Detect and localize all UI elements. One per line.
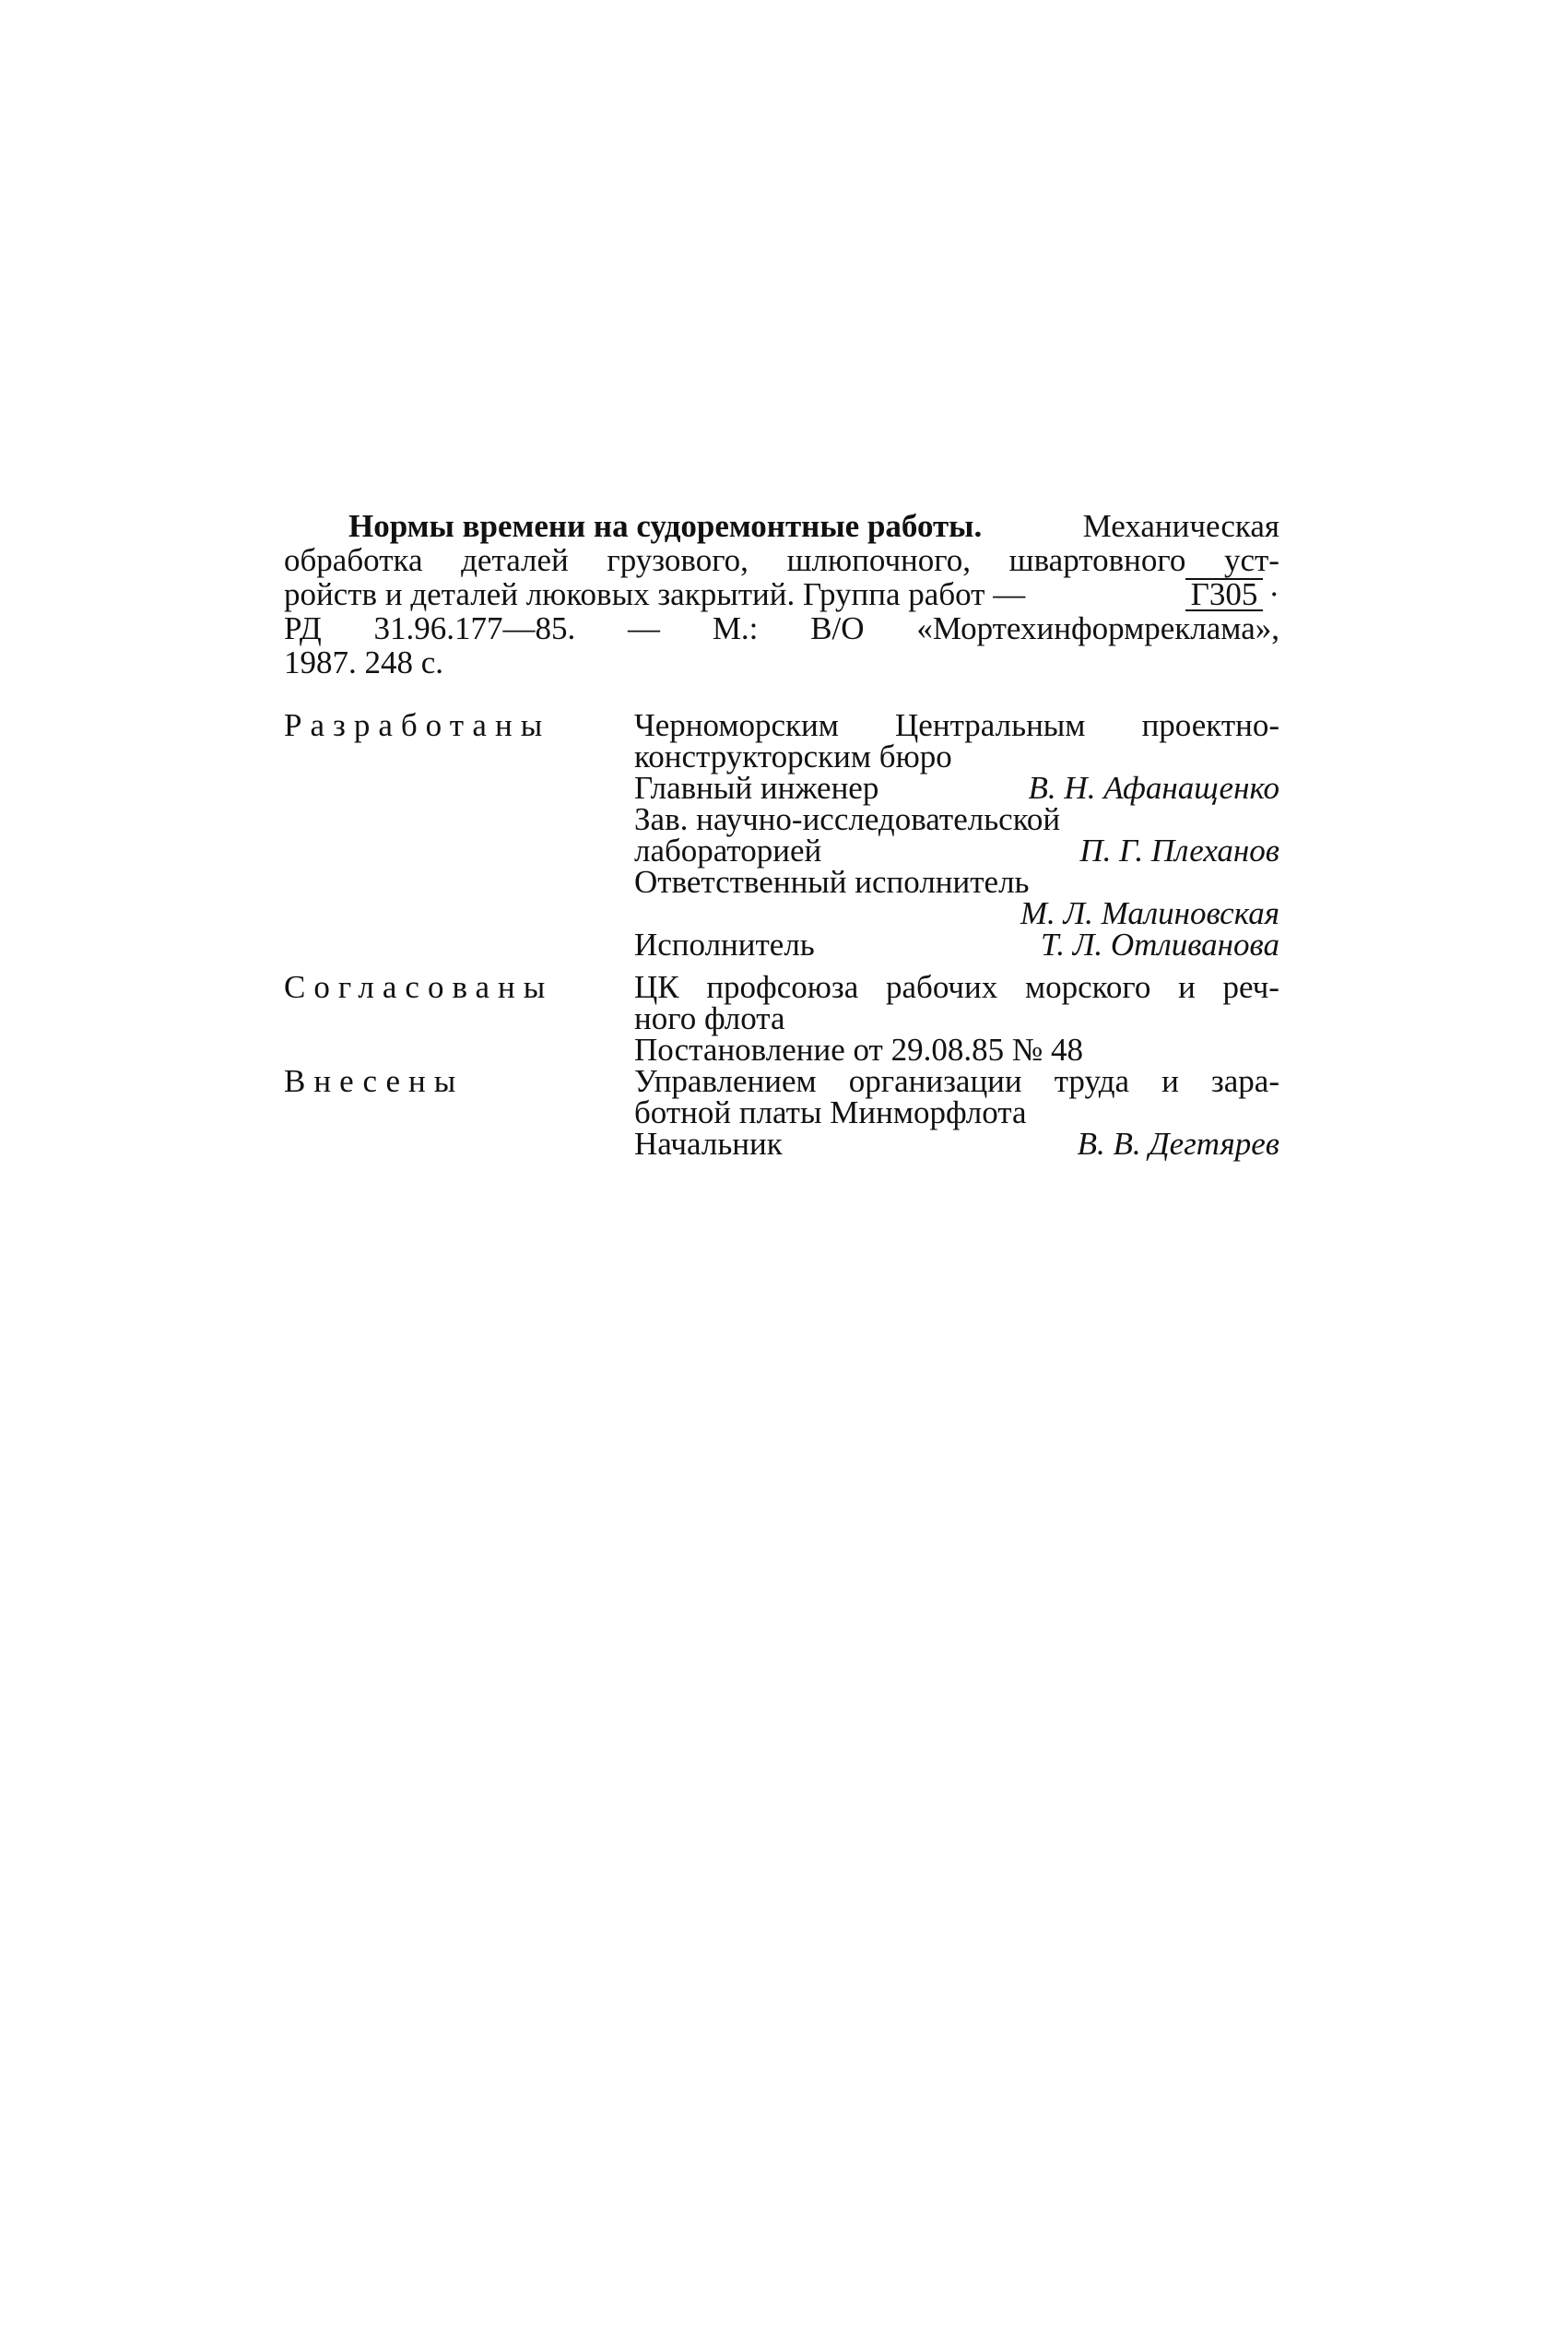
developer-org-line-1 xyxy=(634,707,1279,743)
org-word: Черноморским xyxy=(634,707,839,743)
bibliographic-citation xyxy=(284,509,1279,680)
citation-line-4 xyxy=(284,611,1279,645)
document-title: Нормы времени на судоремонтные работы. xyxy=(348,508,983,544)
org-word: реч- xyxy=(1222,969,1279,1005)
citation-word: обработка xyxy=(284,542,423,578)
agreed-org-line-2: ного флота xyxy=(634,1000,785,1036)
developed-label: Разработаны xyxy=(284,707,551,743)
citation-word: В/О xyxy=(810,610,865,646)
citation-word: М.: xyxy=(712,610,759,646)
responsible-executor-name: М. Л. Малиновская xyxy=(1020,895,1279,931)
citation-word: шлюпочного, xyxy=(786,542,972,578)
citation-word: 31.96.177—85. xyxy=(373,610,576,646)
submitted-section xyxy=(284,1063,1279,1167)
org-word: Управлением xyxy=(634,1063,817,1099)
org-word: ЦК xyxy=(634,969,679,1005)
org-word: и xyxy=(1178,969,1196,1005)
resolution-reference: Постановление от 29.08.85 № 48 xyxy=(634,1032,1083,1068)
responsible-executor-title: Ответственный исполнитель xyxy=(634,864,1030,900)
org-word: труда xyxy=(1054,1063,1130,1099)
lab-head-title-line-2: лабораторией xyxy=(634,833,822,869)
agreed-content xyxy=(634,969,1279,1068)
chief-engineer-row xyxy=(634,770,1279,806)
developed-content xyxy=(634,707,1279,963)
citation-word: деталей xyxy=(461,542,569,578)
submitted-org-line-1 xyxy=(634,1063,1279,1099)
org-word: организации xyxy=(848,1063,1022,1099)
chief-engineer-name: В. Н. Афанащенко xyxy=(1028,770,1279,806)
head-row xyxy=(634,1126,1279,1162)
head-title: Начальник xyxy=(634,1126,783,1162)
org-word: зара- xyxy=(1210,1063,1279,1099)
lab-head-row xyxy=(634,835,1279,867)
org-word: морского xyxy=(1024,969,1151,1005)
org-word: и xyxy=(1161,1063,1179,1099)
submitted-label: Внесены xyxy=(284,1063,465,1099)
citation-word: швартовного xyxy=(1008,542,1186,578)
agreed-org-line-1 xyxy=(634,969,1279,1005)
citation-subject-start: Механическая xyxy=(1082,508,1279,544)
citation-line-2 xyxy=(284,543,1279,577)
group-code-wrapper xyxy=(1180,577,1279,611)
org-word: проектно- xyxy=(1141,707,1279,743)
submitted-org-line-2: ботной платы Минморфлота xyxy=(634,1094,1027,1130)
citation-line-3-text: ройств и деталей люковых закрытий. Группа работ — xyxy=(284,576,1026,612)
citation-word: грузового, xyxy=(607,542,749,578)
executor-title: Исполнитель xyxy=(634,927,815,963)
group-code: Г305 xyxy=(1185,578,1264,611)
citation-word: РД xyxy=(284,610,322,646)
executor-row xyxy=(634,929,1279,961)
developed-section xyxy=(284,707,1279,963)
org-word: рабочих xyxy=(885,969,998,1005)
publication-year-pages: 1987. 248 с. xyxy=(284,644,444,680)
lab-head-name: П. Г. Плеханов xyxy=(1079,833,1279,869)
citation-line-5 xyxy=(284,645,1279,680)
executor-name: Т. Л. Отливанова xyxy=(1040,927,1279,963)
citation-word: уст- xyxy=(1223,542,1279,578)
developer-org-line-2: конструкторским бюро xyxy=(634,739,952,774)
agreed-section xyxy=(284,969,1279,1073)
org-word: Центральным xyxy=(895,707,1086,743)
agreed-label: Согласованы xyxy=(284,969,554,1005)
group-mark: · xyxy=(1268,576,1279,612)
citation-line-3 xyxy=(284,577,1279,611)
chief-engineer-title: Главный инженер xyxy=(634,770,879,806)
submitted-content xyxy=(634,1063,1279,1162)
org-word: профсоюза xyxy=(706,969,859,1005)
citation-word: — xyxy=(628,610,661,646)
lab-head-title-line-1: Зав. научно-исследовательской xyxy=(634,801,1061,837)
head-name: В. В. Дегтярев xyxy=(1077,1126,1279,1162)
responsible-executor-row xyxy=(634,895,1279,931)
citation-line-1 xyxy=(284,509,1279,543)
citation-word: «Мортехинформреклама», xyxy=(916,610,1279,646)
